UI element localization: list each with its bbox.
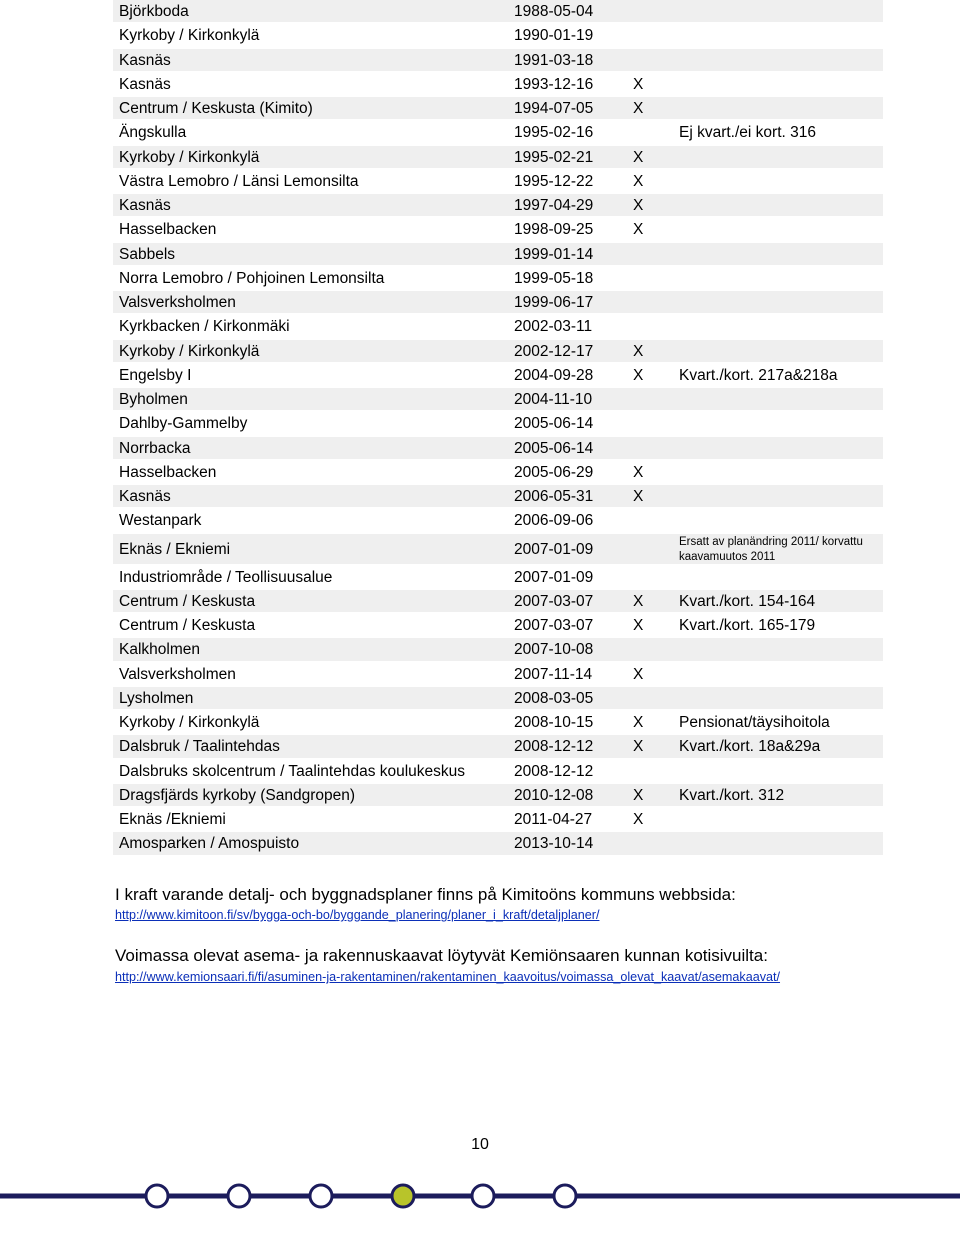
plan-name: Västra Lemobro / Länsi Lemonsilta	[119, 172, 359, 190]
plan-date: 2007-03-07	[514, 592, 594, 610]
plan-date: 1990-01-19	[514, 27, 594, 45]
plan-mark: X	[633, 197, 644, 214]
plan-mark: X	[633, 617, 644, 634]
table-row	[113, 590, 883, 614]
plan-name: Dalsbruks skolcentrum / Taalintehdas koulukeskus	[119, 762, 466, 780]
plan-mark: X	[633, 75, 644, 93]
plan-name: Dahlby-Gammelby	[119, 415, 248, 433]
table-row	[113, 218, 883, 242]
plan-date: 1988-05-04	[514, 3, 594, 20]
plan-name: Engelsby I	[119, 366, 192, 384]
plan-mark: X	[633, 665, 644, 683]
plan-date: 2007-10-08	[514, 641, 594, 659]
plan-note: Kvart./kort. 165-179	[679, 617, 816, 634]
table-row	[113, 808, 883, 832]
plan-date: 2013-10-14	[514, 835, 594, 853]
plan-date: 2008-12-12	[514, 762, 594, 780]
plan-date: 2008-10-15	[514, 714, 594, 731]
plan-date: 1993-12-16	[514, 75, 594, 93]
plan-date: 2005-06-29	[514, 463, 594, 481]
table-row	[113, 97, 883, 121]
table-row	[113, 566, 883, 590]
plan-date: 2005-06-14	[514, 439, 594, 457]
footer-decoration	[0, 1172, 960, 1238]
plan-name: Valsverksholmen	[119, 294, 236, 311]
table-row	[113, 784, 883, 808]
plan-note: Kvart./kort. 312	[679, 786, 785, 804]
plan-date: 2008-03-05	[514, 689, 594, 707]
table-row	[113, 638, 883, 662]
plan-name: Norrbacka	[119, 439, 191, 457]
plan-name: Hasselbacken	[119, 221, 217, 239]
plan-note: Ej kvart./ei kort. 316	[679, 124, 816, 142]
table-row	[113, 315, 883, 339]
table-row	[113, 267, 883, 291]
plan-date: 2004-09-28	[514, 366, 594, 384]
footer-dot	[146, 1185, 168, 1207]
plan-name: Ängskulla	[119, 124, 187, 142]
plan-name: Kasnäs	[119, 75, 171, 93]
table-row	[113, 832, 883, 856]
table-row	[113, 170, 883, 194]
plan-name: Centrum / Keskusta (Kimito)	[119, 100, 313, 117]
table-row	[113, 24, 883, 48]
plan-name: Kyrkoby / Kirkonkylä	[119, 714, 260, 731]
footer-dot	[554, 1185, 576, 1207]
table-row	[113, 340, 883, 364]
finnish-plans-link[interactable]: http://www.kemionsaari.fi/fi/asuminen-ja-rakentaminen/rakentaminen_kaavoitus/voimassa_olevat_kaavat/asemakaavat/	[115, 970, 781, 984]
plan-date: 2008-12-12	[514, 738, 594, 756]
footer-dot	[310, 1185, 332, 1207]
table-row	[113, 485, 883, 509]
plan-date: 2007-01-09	[514, 568, 594, 586]
plan-name: Kyrkbacken / Kirkonmäki	[119, 318, 290, 336]
table-row	[113, 243, 883, 267]
footer-dot	[472, 1185, 494, 1207]
table-row	[113, 534, 883, 566]
plan-name: Eknäs / Ekniemi	[119, 540, 231, 558]
plan-name: Valsverksholmen	[119, 665, 236, 683]
plan-date: 2002-12-17	[514, 342, 594, 360]
page-number: 10	[471, 1136, 489, 1153]
plan-mark: X	[633, 221, 644, 239]
table-row	[113, 614, 883, 638]
plan-note: Pensionat/täysihoitola	[679, 714, 830, 731]
finnish-info-text: Voimassa olevat asema- ja rakennuskaavat löytyvät Kemiönsaaren kunnan kotisivuilta:	[115, 946, 768, 965]
table-row	[113, 412, 883, 436]
table-row	[113, 121, 883, 145]
plan-date: 1994-07-05	[514, 100, 594, 117]
plan-name: Sabbels	[119, 245, 176, 263]
plan-name: Kyrkoby / Kirkonkylä	[119, 27, 260, 45]
plan-date: 2004-11-10	[514, 391, 593, 408]
table-row	[113, 146, 883, 170]
plan-date: 2010-12-08	[514, 786, 594, 804]
plan-date: 2007-03-07	[514, 617, 594, 634]
plan-date: 2007-11-14	[514, 665, 593, 683]
plan-name: Kalkholmen	[119, 641, 200, 659]
table-row	[113, 461, 883, 485]
swedish-plans-link[interactable]: http://www.kimitoon.fi/sv/bygga-och-bo/byggande_planering/planer_i_kraft/detaljplaner/	[115, 908, 600, 922]
plan-mark: X	[633, 342, 644, 360]
table-row	[113, 194, 883, 218]
plan-name: Amosparken / Amospuisto	[119, 835, 300, 853]
plan-date: 1998-09-25	[514, 221, 594, 239]
plan-mark: X	[633, 172, 644, 190]
plan-date: 1995-02-21	[514, 148, 594, 166]
plan-name: Westanpark	[119, 512, 202, 530]
plan-name: Kasnäs	[119, 197, 171, 214]
plan-date: 1999-05-18	[514, 269, 594, 287]
plan-mark: X	[633, 100, 644, 117]
plan-date: 1991-03-18	[514, 51, 594, 69]
plan-name: Kyrkoby / Kirkonkylä	[119, 342, 260, 360]
table-row	[113, 49, 883, 73]
swedish-info-text: I kraft varande detalj- och byggnadsplaner finns på Kimitoöns kommuns webbsida:	[115, 885, 736, 904]
plan-date: 1999-06-17	[514, 294, 594, 311]
plan-name: Björkboda	[119, 3, 189, 20]
plan-name: Centrum / Keskusta	[119, 592, 256, 610]
table-row	[113, 0, 883, 24]
plan-name: Kyrkoby / Kirkonkylä	[119, 148, 260, 166]
plan-note: Kvart./kort. 18a&29a	[679, 738, 821, 756]
table-row	[113, 388, 883, 412]
plan-note: Kvart./kort. 154-164	[679, 592, 816, 610]
plan-date: 1999-01-14	[514, 245, 594, 263]
plan-name: Dalsbruk / Taalintehdas	[119, 738, 280, 756]
plan-mark: X	[633, 463, 644, 481]
table-row	[113, 711, 883, 735]
plan-name: Hasselbacken	[119, 463, 217, 481]
plan-note: Ersatt av planändring 2011/ korvattu kaavamuutos 2011	[679, 535, 863, 563]
active-dot	[392, 1185, 414, 1207]
plan-name: Eknäs /Ekniemi	[119, 811, 226, 828]
table-row	[113, 364, 883, 388]
plan-date: 2005-06-14	[514, 415, 594, 433]
plan-mark: X	[633, 738, 644, 756]
plan-date: 1997-04-29	[514, 197, 594, 214]
plan-date: 2006-05-31	[514, 488, 594, 505]
plan-note: Kvart./kort. 217a&218a	[679, 366, 838, 384]
plan-name: Industriområde / Teollisuusalue	[119, 568, 333, 586]
plan-mark: X	[633, 786, 644, 804]
plan-mark: X	[633, 811, 644, 828]
table-row	[113, 687, 883, 711]
plan-name: Norra Lemobro / Pohjoinen Lemonsilta	[119, 269, 385, 287]
table-row	[113, 760, 883, 784]
footer-dot	[228, 1185, 250, 1207]
plan-mark: X	[633, 714, 644, 731]
plan-date: 2006-09-06	[514, 512, 594, 530]
plan-mark: X	[633, 488, 644, 505]
plan-date: 2011-04-27	[514, 811, 593, 828]
plan-mark: X	[633, 148, 644, 166]
plan-date: 2007-01-09	[514, 540, 594, 558]
plan-name: Lysholmen	[119, 689, 194, 707]
plan-date: 2002-03-11	[514, 318, 593, 336]
plan-table	[113, 0, 883, 857]
plan-date: 1995-02-16	[514, 124, 594, 142]
plan-date: 1995-12-22	[514, 172, 594, 190]
plan-name: Byholmen	[119, 391, 188, 408]
plan-name: Dragsfjärds kyrkoby (Sandgropen)	[119, 786, 356, 804]
plan-name: Centrum / Keskusta	[119, 617, 256, 634]
plan-mark: X	[633, 592, 644, 610]
table-row	[113, 437, 883, 461]
plan-name: Kasnäs	[119, 51, 171, 69]
table-row	[113, 663, 883, 687]
table-row	[113, 73, 883, 97]
table-row	[113, 509, 883, 533]
table-row	[113, 735, 883, 759]
table-row	[113, 291, 883, 315]
plan-name: Kasnäs	[119, 488, 171, 505]
plan-mark: X	[633, 366, 644, 384]
